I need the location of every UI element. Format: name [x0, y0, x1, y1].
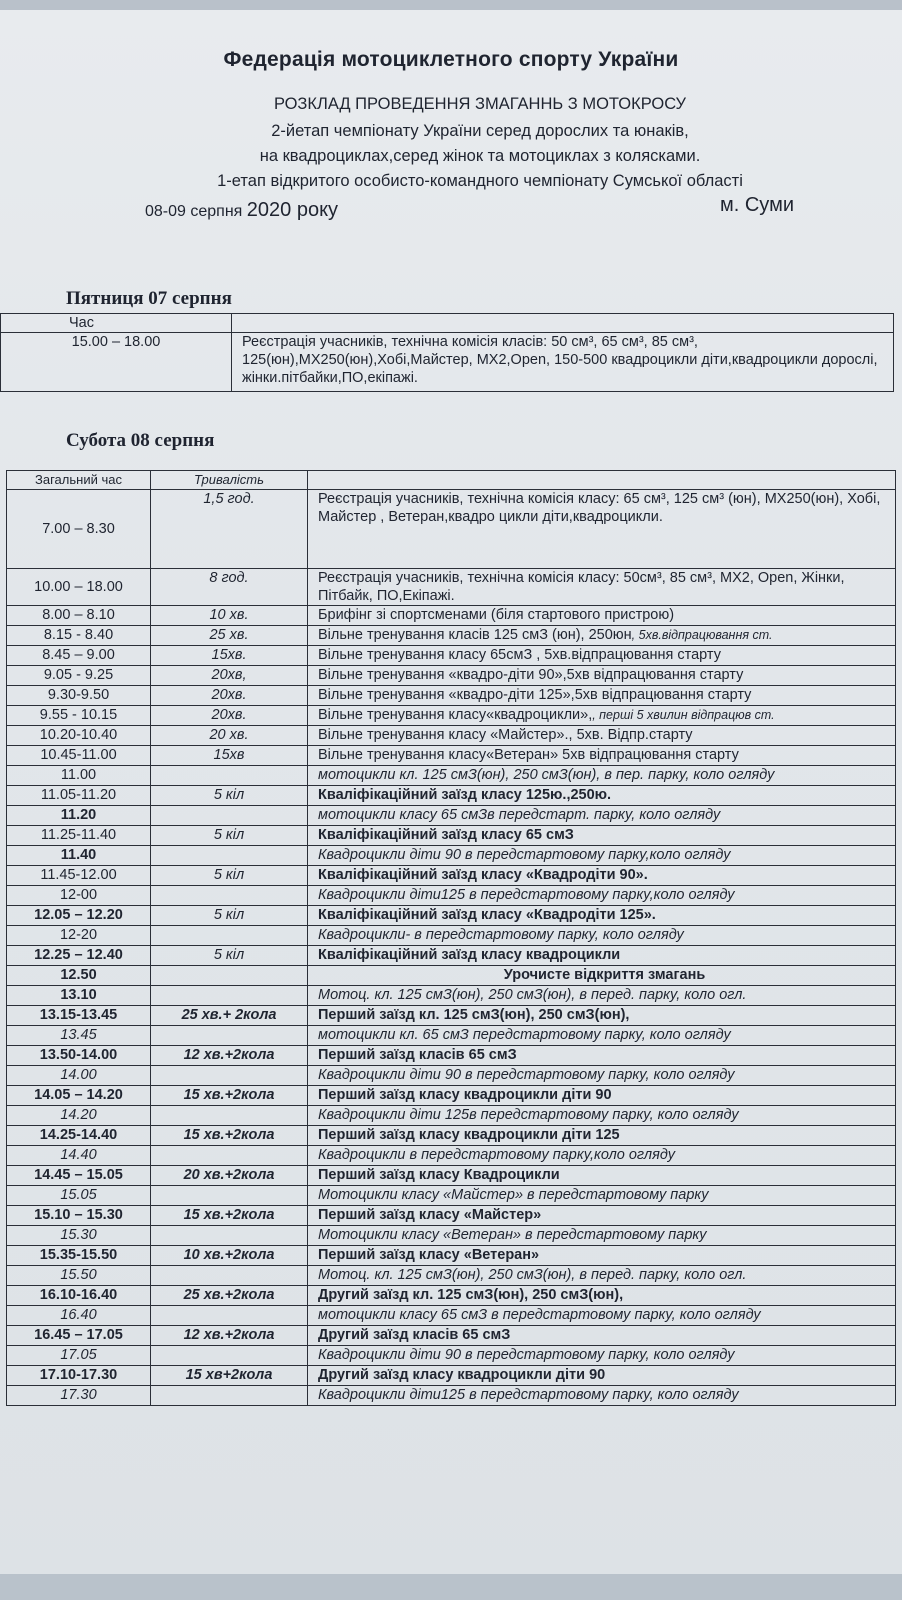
year-text: 2020 року [246, 199, 339, 221]
event-text: Вільне тренування «квадро-діти 90»,5хв відпрацювання старту [318, 667, 744, 683]
event-text: Квадроцикли діти 125в передстартовому парку, коло огляду [318, 1107, 739, 1123]
schedule-row [7, 806, 896, 826]
event-text: Кваліфікаційний заїзд класу «Квадродіти 125». [318, 907, 656, 923]
row-time: 8.15 - 8.40 [7, 626, 151, 646]
row-event [308, 946, 896, 966]
schedule-row [7, 1006, 896, 1026]
event-text: мотоцикли кл. 65 смЗ передстартовому парку, коло огляду [318, 1027, 731, 1043]
event-text: Реєстрація учасників, технічна комісія класу: 50см³, 85 см³, МХ2, Open, Жінки, Пітбайк, ПО,Екіпажі. [318, 570, 845, 604]
row-event [308, 746, 896, 766]
schedule-row [7, 706, 896, 726]
event-dates [145, 199, 338, 222]
event-text: мотоцикли класу 65 смЗв передстарт. парку, коло огляду [318, 807, 721, 823]
row-time: 10.20-10.40 [7, 726, 151, 746]
row-duration: 12 хв.+2кола [151, 1046, 308, 1066]
row-event [308, 986, 896, 1006]
row-time: 7.00 – 8.30 [7, 490, 151, 569]
row-event [308, 826, 896, 846]
schedule-row [7, 1266, 896, 1286]
schedule-row [7, 786, 896, 806]
row-duration [151, 1066, 308, 1086]
schedule-row [7, 1066, 896, 1086]
row-event [308, 726, 896, 746]
row-event [308, 490, 896, 569]
friday-table [0, 313, 894, 392]
event-text: Квадроцикли діти125 в передстартовому парку,коло огляду [318, 887, 735, 903]
event-text: Квадроцикли- в передстартовому парку, коло огляду [318, 927, 684, 943]
event-text: Квадроцикли діти 90 в передстартовому парку, коло огляду [318, 1067, 735, 1083]
row-event [308, 886, 896, 906]
friday-time: 15.00 – 18.00 [1, 333, 232, 392]
event-text: Мотоц. кл. 125 смЗ(юн), 250 смЗ(юн), в перед. парку, коло огл. [318, 1267, 747, 1283]
schedule-row [7, 866, 896, 886]
event-text: Перший заїзд класу квадроцикли діти 90 [318, 1087, 612, 1103]
row-duration: 8 год. [151, 569, 308, 606]
event-text: Мотоцикли класу «Ветеран» в передстартовому парку [318, 1227, 707, 1243]
row-event [308, 766, 896, 786]
row-duration: 20 хв.+2кола [151, 1166, 308, 1186]
event-text: Перший заїзд класу «Майстер» [318, 1207, 542, 1223]
row-event [308, 1186, 896, 1206]
schedule-title: РОЗКЛАД ПРОВЕДЕННЯ ЗМАГАННЬ З МОТОКРОСУ [273, 95, 687, 113]
schedule-row [7, 826, 896, 846]
row-event [308, 966, 896, 986]
row-time: 16.40 [7, 1306, 151, 1326]
row-time: 12.50 [7, 966, 151, 986]
schedule-row [7, 1106, 896, 1126]
row-time: 12.25 – 12.40 [7, 946, 151, 966]
row-event [308, 1146, 896, 1166]
header-duration: Тривалість [151, 471, 308, 490]
subtitle-line-4: 1-етап відкритого особисто-командного чемпіонату Сумської області [217, 172, 743, 190]
event-text: Вільне тренування «квадро-діти 125»,5хв відпрацювання старту [318, 687, 752, 703]
schedule-row [7, 1366, 896, 1386]
row-time: 11.20 [7, 806, 151, 826]
page-bottom-edge [0, 1574, 902, 1600]
row-event [308, 786, 896, 806]
subtitle-line-2: 2-йетап чемпіонату України серед дорослих та юнаків, [271, 122, 689, 140]
row-duration: 10 хв. [151, 606, 308, 626]
row-duration: 15 хв.+2кола [151, 1206, 308, 1226]
event-text: Другий заїзд класу квадроцикли діти 90 [318, 1367, 606, 1383]
row-time: 17.05 [7, 1346, 151, 1366]
row-duration [151, 966, 308, 986]
event-text: мотоцикли кл. 125 смЗ(юн), 250 смЗ(юн), в пер. парку, коло огляду [318, 767, 775, 783]
schedule-row [7, 1286, 896, 1306]
row-duration: 20 хв. [151, 726, 308, 746]
schedule-row [7, 886, 896, 906]
row-duration: 15 хв+2кола [151, 1366, 308, 1386]
row-time: 8.00 – 8.10 [7, 606, 151, 626]
event-text: Другий заїзд класів 65 смЗ [318, 1327, 511, 1343]
schedule-row [7, 926, 896, 946]
schedule-row [7, 646, 896, 666]
event-text: Перший заїзд кл. 125 смЗ(юн), 250 смЗ(юн), [318, 1007, 630, 1023]
schedule-row [7, 726, 896, 746]
row-duration: 20хв. [151, 686, 308, 706]
event-text: Квадроцикли діти 90 в передстартовому парку,коло огляду [318, 847, 731, 863]
row-event [308, 1046, 896, 1066]
row-event [308, 706, 896, 726]
row-event [308, 1286, 896, 1306]
row-duration [151, 1186, 308, 1206]
schedule-row [7, 1306, 896, 1326]
row-time: 11.45-12.00 [7, 866, 151, 886]
row-event [308, 666, 896, 686]
saturday-title: Субота 08 серпня [66, 430, 215, 451]
row-duration: 25 хв.+2кола [151, 1286, 308, 1306]
row-event [308, 1366, 896, 1386]
row-duration [151, 1106, 308, 1126]
event-text: Вільне тренування класу 65смЗ , 5хв.відпрацювання старту [318, 647, 721, 663]
row-time: 14.05 – 14.20 [7, 1086, 151, 1106]
friday-header-row [1, 314, 894, 333]
header-empty [232, 314, 894, 333]
organization-title: Федерація мотоциклетного спорту України [223, 48, 679, 71]
row-event [308, 1106, 896, 1126]
event-text: Квадроцикли в передстартовому парку,коло огляду [318, 1147, 675, 1163]
row-event [308, 1126, 896, 1146]
schedule-row [7, 1246, 896, 1266]
row-duration [151, 806, 308, 826]
row-time: 11.40 [7, 846, 151, 866]
row-event [308, 1026, 896, 1046]
row-time: 12.05 – 12.20 [7, 906, 151, 926]
schedule-row [7, 1146, 896, 1166]
row-event [308, 1386, 896, 1406]
row-duration: 5 кіл [151, 826, 308, 846]
row-duration: 5 кіл [151, 946, 308, 966]
schedule-row [7, 606, 896, 626]
row-duration [151, 986, 308, 1006]
friday-row [1, 333, 894, 392]
schedule-row [7, 666, 896, 686]
row-duration: 5 кіл [151, 906, 308, 926]
row-duration [151, 1306, 308, 1326]
row-duration [151, 1146, 308, 1166]
subtitle-line-3: на квадроциклах,серед жінок та мотоциклах з колясками. [259, 147, 701, 165]
row-time: 15.30 [7, 1226, 151, 1246]
saturday-header-row [7, 471, 896, 490]
row-event [308, 906, 896, 926]
row-time: 17.30 [7, 1386, 151, 1406]
schedule-row [7, 1046, 896, 1066]
row-event [308, 569, 896, 606]
row-time: 15.35-15.50 [7, 1246, 151, 1266]
schedule-row [7, 490, 896, 569]
row-duration: 15хв. [151, 646, 308, 666]
schedule-row [7, 946, 896, 966]
schedule-row [7, 766, 896, 786]
schedule-row [7, 626, 896, 646]
city: м. Суми [720, 194, 795, 216]
row-event [308, 1346, 896, 1366]
row-time: 9.30-9.50 [7, 686, 151, 706]
schedule-row [7, 1326, 896, 1346]
row-duration [151, 1226, 308, 1246]
schedule-row [7, 1226, 896, 1246]
event-text: Реєстрація учасників, технічна комісія класу: 65 см³, 125 см³ (юн), МХ250(юн), Хобі, Майстер , Ветеран,квадро цикли діти,квадроцикли. [318, 491, 881, 525]
row-event [308, 846, 896, 866]
event-text: Квадроцикли діти 90 в передстартовому парку, коло огляду [318, 1347, 735, 1363]
event-text: Мотоц. кл. 125 смЗ(юн), 250 смЗ(юн), в перед. парку, коло огл. [318, 987, 747, 1003]
event-text: Перший заїзд класу «Ветеран» [318, 1247, 540, 1263]
row-time: 10.00 – 18.00 [7, 569, 151, 606]
page-top-edge [0, 0, 902, 10]
row-event [308, 1306, 896, 1326]
row-event [308, 606, 896, 626]
row-time: 14.25-14.40 [7, 1126, 151, 1146]
schedule-row [7, 986, 896, 1006]
row-duration: 5 кіл [151, 866, 308, 886]
row-event [308, 1246, 896, 1266]
row-duration: 15 хв.+2кола [151, 1126, 308, 1146]
schedule-row [7, 1126, 896, 1146]
row-event [308, 866, 896, 886]
row-time: 17.10-17.30 [7, 1366, 151, 1386]
schedule-row [7, 966, 896, 986]
row-event [308, 686, 896, 706]
schedule-row [7, 746, 896, 766]
schedule-row [7, 906, 896, 926]
friday-event: Реєстрація учасників, технічна комісія класів: 50 см³, 65 см³, 85 см³, 125(юн),МХ250(юн),Хобі,Майстер, МХ2,Open, 150-500 квадроцикли діти,квадроцикли дорослі, жінки.пітбайки,ПО,екіпажі. [232, 333, 894, 392]
row-time: 13.50-14.00 [7, 1046, 151, 1066]
schedule-row [7, 1086, 896, 1106]
row-time: 16.10-16.40 [7, 1286, 151, 1306]
event-text: Кваліфікаційний заїзд класу 65 смЗ [318, 827, 574, 843]
row-event [308, 1086, 896, 1106]
row-duration: 5 кіл [151, 786, 308, 806]
row-event [308, 1066, 896, 1086]
row-duration: 25 хв.+ 2кола [151, 1006, 308, 1026]
row-duration: 12 хв.+2кола [151, 1326, 308, 1346]
row-duration [151, 1266, 308, 1286]
row-time: 14.45 – 15.05 [7, 1166, 151, 1186]
row-time: 15.10 – 15.30 [7, 1206, 151, 1226]
row-duration: 10 хв.+2кола [151, 1246, 308, 1266]
row-event [308, 926, 896, 946]
row-duration: 20хв, [151, 666, 308, 686]
schedule-row [7, 1346, 896, 1366]
event-text: Другий заїзд кл. 125 смЗ(юн), 250 смЗ(юн), [318, 1287, 624, 1303]
event-text: мотоцикли класу 65 смЗ в передстартовому парку, коло огляду [318, 1307, 761, 1323]
friday-title: Пятниця 07 серпня [66, 288, 232, 309]
row-duration [151, 1026, 308, 1046]
row-time: 9.05 - 9.25 [7, 666, 151, 686]
row-event [308, 1206, 896, 1226]
event-text: Вільне тренування класу«Ветеран» 5хв відпрацювання старту [318, 747, 739, 763]
row-duration [151, 1386, 308, 1406]
event-text: Вільне тренування класу«квадроцикли», [318, 707, 593, 723]
row-time: 16.45 – 17.05 [7, 1326, 151, 1346]
event-text: Мотоцикли класу «Майстер» в передстартовому парку [318, 1187, 709, 1203]
row-time: 14.40 [7, 1146, 151, 1166]
event-text: Перший заїзд класів 65 смЗ [318, 1047, 517, 1063]
event-text: Вільне тренування класів 125 смЗ (юн), 250юн [318, 627, 632, 643]
row-time: 14.20 [7, 1106, 151, 1126]
header-event [308, 471, 896, 490]
event-text: Брифінг зі спортсменами (біля стартового пристрою) [318, 607, 675, 623]
event-note: , 5хв.відпрацювання ст. [631, 628, 773, 642]
event-text: Кваліфікаційний заїзд класу 125ю.,250ю. [318, 787, 612, 803]
row-time: 11.25-11.40 [7, 826, 151, 846]
event-text: Квадроцикли діти125 в передстартовому парку, коло огляду [318, 1387, 739, 1403]
row-event [308, 1226, 896, 1246]
row-time: 13.10 [7, 986, 151, 1006]
row-duration [151, 766, 308, 786]
schedule-row [7, 1026, 896, 1046]
schedule-row [7, 1186, 896, 1206]
row-duration: 1,5 год. [151, 490, 308, 569]
row-time: 9.55 - 10.15 [7, 706, 151, 726]
row-duration: 20хв. [151, 706, 308, 726]
event-text: Вільне тренування класу «Майстер»., 5хв. Відпр.старту [318, 727, 693, 743]
row-time: 15.50 [7, 1266, 151, 1286]
dates-text: 08-09 серпня [145, 203, 243, 220]
row-time: 13.45 [7, 1026, 151, 1046]
row-event [308, 626, 896, 646]
row-time: 12-00 [7, 886, 151, 906]
schedule-row [7, 846, 896, 866]
saturday-table-body [7, 471, 896, 1406]
row-time: 12-20 [7, 926, 151, 946]
row-time: 14.00 [7, 1066, 151, 1086]
event-text: Кваліфікаційний заїзд класу квадроцикли [318, 947, 621, 963]
row-event [308, 646, 896, 666]
event-text: Кваліфікаційний заїзд класу «Квадродіти 90». [318, 867, 648, 883]
row-duration [151, 846, 308, 866]
schedule-row [7, 686, 896, 706]
row-event [308, 1266, 896, 1286]
row-duration: 15хв [151, 746, 308, 766]
saturday-table [6, 470, 896, 1406]
row-time: 11.00 [7, 766, 151, 786]
row-event [308, 806, 896, 826]
row-event [308, 1006, 896, 1026]
schedule-row [7, 569, 896, 606]
event-note: , перші 5 хвилин відпрацюв ст. [592, 708, 775, 722]
row-event [308, 1326, 896, 1346]
event-text: Перший заїзд класу Квадроцикли [318, 1167, 560, 1183]
event-text: Перший заїзд класу квадроцикли діти 125 [318, 1127, 620, 1143]
row-duration [151, 886, 308, 906]
row-time: 10.45-11.00 [7, 746, 151, 766]
schedule-row [7, 1206, 896, 1226]
row-time: 13.15-13.45 [7, 1006, 151, 1026]
row-event [308, 1166, 896, 1186]
row-duration: 15 хв.+2кола [151, 1086, 308, 1106]
row-duration [151, 926, 308, 946]
row-time: 11.05-11.20 [7, 786, 151, 806]
row-time: 15.05 [7, 1186, 151, 1206]
schedule-row [7, 1166, 896, 1186]
event-text: Урочисте відкриття змагань [503, 967, 706, 983]
row-duration [151, 1346, 308, 1366]
row-time: 8.45 – 9.00 [7, 646, 151, 666]
header-general-time: Загальний час [7, 471, 151, 490]
header-time: Час [1, 314, 232, 333]
row-duration: 25 хв. [151, 626, 308, 646]
schedule-row [7, 1386, 896, 1406]
